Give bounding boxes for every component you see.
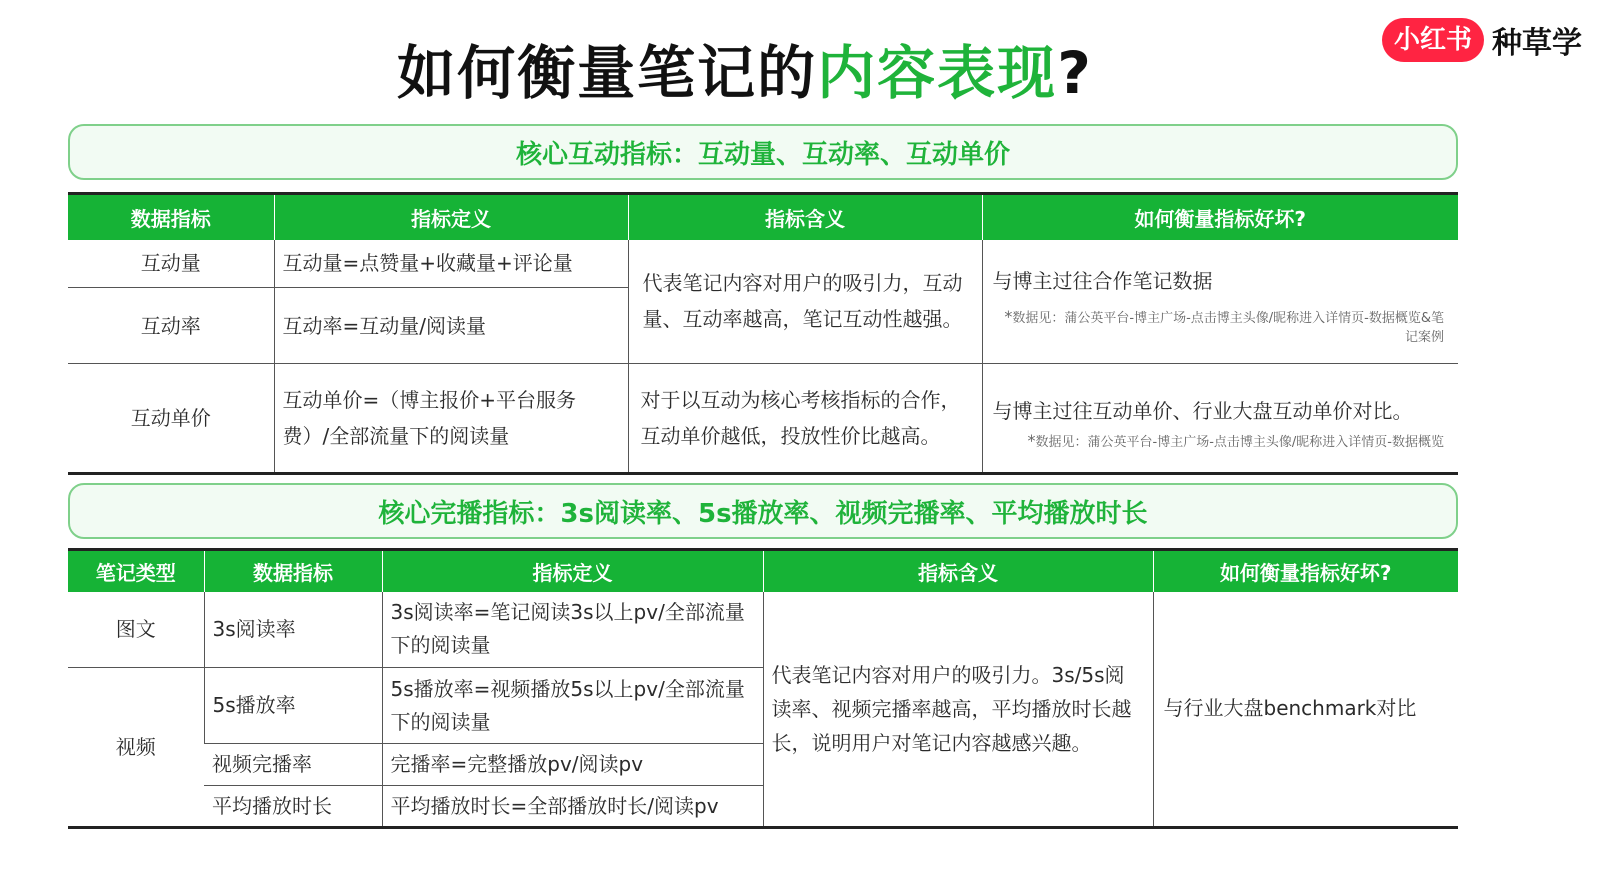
- note-type-cell: 视频: [68, 668, 204, 828]
- metric-cell: 互动单价: [68, 364, 274, 474]
- header-metric: 数据指标: [204, 550, 382, 592]
- judge-cell: [982, 364, 1458, 474]
- meaning-cell: [628, 240, 982, 364]
- logo-badge: 小红书: [1382, 18, 1484, 62]
- page-title: [0, 26, 1490, 110]
- note-text: 数据见：蒲公英平台-博主广场-点击博主头像/昵称进入详情页-数据概览: [1035, 434, 1444, 450]
- table-row: [68, 240, 1458, 288]
- metric-cell: 3s阅读率: [204, 592, 382, 668]
- judge-text: 与博主过往互动单价、行业大盘互动单价对比。: [992, 398, 1413, 423]
- judge-text: 与博主过往合作笔记数据: [992, 269, 1213, 294]
- logo-subtitle: 种草学: [1492, 26, 1583, 61]
- asterisk: *: [1027, 430, 1036, 450]
- definition-cell: 互动量=点赞量+收藏量+评论量: [274, 240, 628, 288]
- meaning-cell: [628, 364, 982, 474]
- meaning-text: 代表笔记内容对用户的吸引力，互动量、互动率越高，笔记互动性越强。: [642, 271, 963, 332]
- header-meaning: 指标含义: [628, 194, 982, 240]
- metric-cell: 平均播放时长: [204, 786, 382, 828]
- table-row: [68, 364, 1458, 474]
- definition-cell: 平均播放时长=全部播放时长/阅读pv: [382, 786, 763, 828]
- completion-metrics-table: [68, 548, 1458, 829]
- asterisk: *: [1004, 307, 1013, 327]
- table-row: [68, 592, 1458, 668]
- judge-cell: 与行业大盘benchmark对比: [1153, 592, 1458, 828]
- meaning-text: 代表笔记内容对用户的吸引力。3s/5s阅读率、视频完播率越高，平均播放时长越长，说明用户对笔记内容越感兴趣。: [771, 662, 1132, 755]
- header-definition: 指标定义: [274, 194, 628, 240]
- definition-cell: 5s播放率=视频播放5s以上pv/全部流量下的阅读量: [382, 668, 763, 744]
- header-meaning: 指标含义: [763, 550, 1153, 592]
- definition-cell: 完播率=完整播放pv/阅读pv: [382, 744, 763, 786]
- definition-cell: 3s阅读率=笔记阅读3s以上pv/全部流量下的阅读量: [382, 592, 763, 668]
- meaning-cell: [763, 592, 1153, 828]
- metric-cell: 5s播放率: [204, 668, 382, 744]
- definition-cell: 互动率=互动量/阅读量: [274, 288, 628, 364]
- title-question-mark: ?: [1057, 39, 1093, 107]
- data-source-note: [993, 431, 1451, 452]
- interaction-metrics-table: [68, 192, 1458, 475]
- header-judge: 如何衡量指标好坏?: [1153, 550, 1458, 592]
- header-note-type: 笔记类型: [68, 550, 204, 592]
- note-type-cell: 图文: [68, 592, 204, 668]
- note-text: 数据见：蒲公英平台-博主广场-点击博主头像/昵称进入详情页-数据概览&笔记案例: [1012, 311, 1444, 346]
- table-header-row: [68, 550, 1458, 592]
- section2-banner: 核心完播指标：3s阅读率、5s播放率、视频完播率、平均播放时长: [68, 483, 1458, 539]
- header-judge: 如何衡量指标好坏?: [982, 194, 1458, 240]
- metric-cell: 互动量: [68, 240, 274, 288]
- section1-banner: 核心互动指标：互动量、互动率、互动单价: [68, 124, 1458, 180]
- meaning-text: 对于以互动为核心考核指标的合作，互动单价越低，投放性价比越高。: [640, 388, 961, 448]
- metric-cell: 视频完播率: [204, 744, 382, 786]
- table-header-row: [68, 194, 1458, 240]
- xiaohongshu-logo: [1382, 18, 1582, 62]
- title-highlight: 内容表现: [817, 39, 1058, 107]
- header-metric: 数据指标: [68, 194, 274, 240]
- title-part1: 如何衡量笔记的: [397, 39, 818, 107]
- data-source-note: [993, 307, 1451, 347]
- judge-cell: [982, 240, 1458, 364]
- definition-cell: 互动单价=（博主报价+平台服务费）/全部流量下的阅读量: [274, 364, 628, 474]
- header-definition: 指标定义: [382, 550, 763, 592]
- metric-cell: 互动率: [68, 288, 274, 364]
